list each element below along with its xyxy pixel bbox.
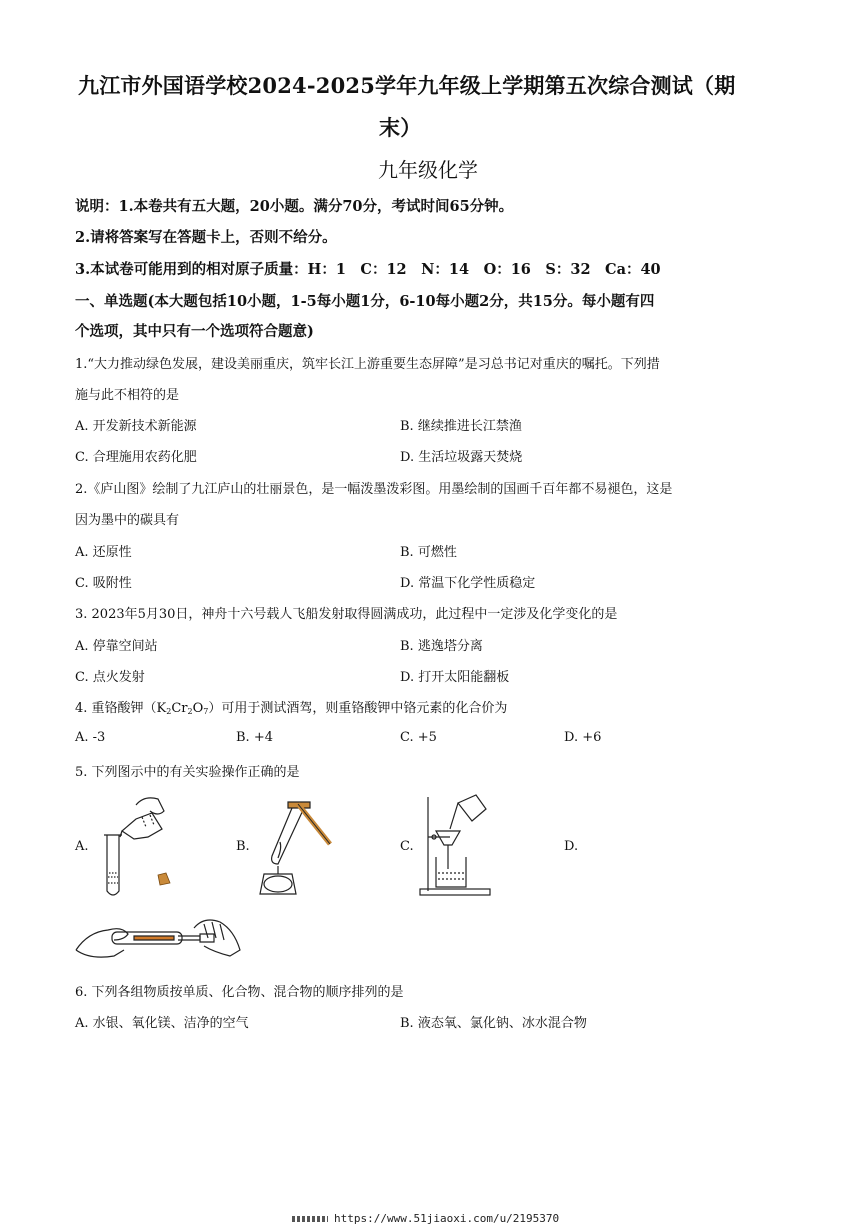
q4-cr-subscript: 2 [187,707,193,716]
page-title-continuation: 末） [379,115,422,140]
q4-stem-pre: 4. 重铬酸钾（K [75,701,167,716]
q2-option-d: D. 常温下化学性质稳定 [400,576,536,591]
q4-o: O [192,701,204,716]
page-subtitle: 九年级化学 [378,158,478,182]
q1-option-b: B. 继续推进长江禁渔 [400,419,522,434]
q1-option-c: C. 合理施用农药化肥 [75,450,197,465]
q5-option-b-label: B. [236,839,250,854]
q4-cr: Cr [171,701,188,716]
q5-figure-c-filtration [414,793,504,899]
footer-watermark-url [292,1212,559,1225]
q4-option-d: D. +6 [564,730,602,745]
q5-figure-b-heating-tube [252,798,342,898]
q3-option-b: B. 逃逸塔分离 [400,639,483,654]
q3-option-c: C. 点火发射 [75,670,145,685]
q3-stem: 3. 2023年5月30日，神舟十六号载人飞船发射取得圆满成功，此过程中一定涉及化学变化的是 [75,607,618,622]
section-heading: 一、单选题(本大题包括10小题，1-5每小题1分，6-10每小题2分，共15分。每小题有四 [75,293,655,310]
q4-option-c: C. +5 [400,730,437,745]
q5-figure-d-dropper-hands [74,910,244,972]
page-title: 九江市外国语学校2024-2025学年九年级上学期第五次综合测试（期 [78,73,736,98]
q4-option-a: A. -3 [75,730,106,745]
q5-option-a-label: A. [75,839,89,854]
note-1: 说明：1.本卷共有五大题，20小题。满分70分，考试时间65分钟。 [75,198,514,215]
q4-stem [75,697,507,716]
q1-stem: 1.“大力推动绿色发展，建设美丽重庆，筑牢长江上游重要生态屏障”是习总书记对重庆的嘱托。下列措 [75,357,660,372]
q2-option-b: B. 可燃性 [400,545,457,560]
q3-option-d: D. 打开太阳能翻板 [400,670,510,685]
q2-stem: 2.《庐山图》绘制了九江庐山的壮丽景色，是一幅泼墨泼彩图。用墨绘制的国画千百年都不易褪色，这是 [75,482,673,497]
q4-o-subscript: 7 [203,707,209,716]
q5-figure-a-pouring-liquid [92,793,182,899]
q1-stem-continuation: 施与此不相符的是 [75,388,180,403]
q5-option-c-label: C. [400,839,414,854]
q2-stem-continuation: 因为墨中的碳具有 [75,513,180,528]
q5-option-d-label: D. [564,839,579,854]
q4-stem-post: ）可用于测试酒驾，则重铬酸钾中铬元素的化合价为 [208,701,508,716]
footer-logo-icon [292,1216,328,1222]
q6-option-b: B. 液态氧、氯化钠、冰水混合物 [400,1016,587,1031]
q3-option-a: A. 停靠空间站 [75,639,158,654]
q6-option-a: A. 水银、氧化镁、洁净的空气 [75,1016,249,1031]
q1-option-d: D. 生活垃圾露天焚烧 [400,450,523,465]
note-2: 2.请将答案写在答题卡上，否则不给分。 [75,229,337,246]
q2-option-c: C. 吸附性 [75,576,132,591]
q4-k-subscript: 2 [166,707,172,716]
q6-stem: 6. 下列各组物质按单质、化合物、混合物的顺序排列的是 [75,985,404,1000]
q2-option-a: A. 还原性 [75,545,132,560]
q4-option-b: B. +4 [236,730,273,745]
section-heading-continuation: 个选项，其中只有一个选项符合题意) [75,323,314,340]
q1-option-a: A. 开发新技术新能源 [75,419,197,434]
q5-stem: 5. 下列图示中的有关实验操作正确的是 [75,765,300,780]
note-3: 3.本试卷可能用到的相对原子质量：H：1 C：12 N：14 O：16 S：32 Ca：40 [75,261,661,278]
footer-url: https://www.51jiaoxi.com/u/2195370 [334,1212,560,1225]
